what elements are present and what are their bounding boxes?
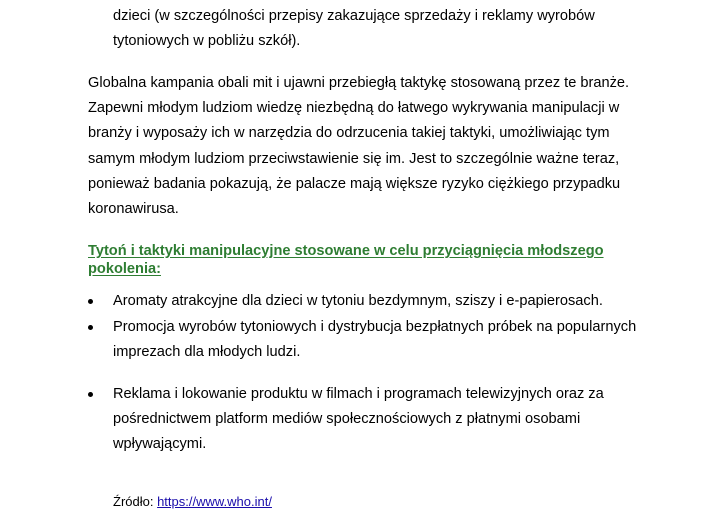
paragraph-line: Zapewni młodym ludziom wiedzę niezbędną do łatwego wykrywania manipulacji w [88,100,620,116]
heading-line-1: Tytoń i taktyki manipulacyjne stosowane w celu przyciągnięcia młodszego [88,243,604,259]
bullet-line: pośrednictwem platform mediów społecznościowych z płatnymi osobami [113,411,581,427]
paragraph-line: branży i wyposaży ich w narzędzia do odrzucenia takiej taktyki, umożliwiając tym [88,125,610,141]
paragraph-line: samym młodym ludziom przeciwstawienie się im. Jest to szczególnie ważne teraz, [88,151,620,167]
bullet-line: Aromaty atrakcyjne dla dzieci w tytoniu bezdymnym, sziszy i e-papierosach. [113,293,603,309]
source-label: Źródło: [113,494,158,509]
paragraph-line: ponieważ badania pokazują, że palacze mają większe ryzyko ciężkiego przypadku [88,176,621,192]
bullet-dot-icon [88,299,93,304]
source-citation [113,493,272,511]
continuation-line-1: dzieci (w szczególności przepisy zakazujące sprzedaży i reklamy wyrobów [113,8,595,24]
bullet-dot-icon [88,325,93,330]
heading-line-2: pokolenia: [88,261,161,277]
paragraph-line: Globalna kampania obali mit i ujawni przebiegłą taktykę stosowaną przez te branże. [88,75,630,91]
bullet-dot-icon [88,392,93,397]
bullet-line: imprezach dla młodych ludzi. [113,344,301,360]
source-link[interactable]: https://www.who.int/ [157,494,272,509]
bullet-line: Promocja wyrobów tytoniowych i dystrybucja bezpłatnych próbek na popularnych [113,319,637,335]
paragraph-line: koronawirusa. [88,201,179,217]
bullet-line: wpływającymi. [113,436,207,452]
bullet-line: Reklama i lokowanie produktu w filmach i programach telewizyjnych oraz za [113,386,604,402]
continuation-line-2: tytoniowych w pobliżu szkół). [113,33,301,49]
